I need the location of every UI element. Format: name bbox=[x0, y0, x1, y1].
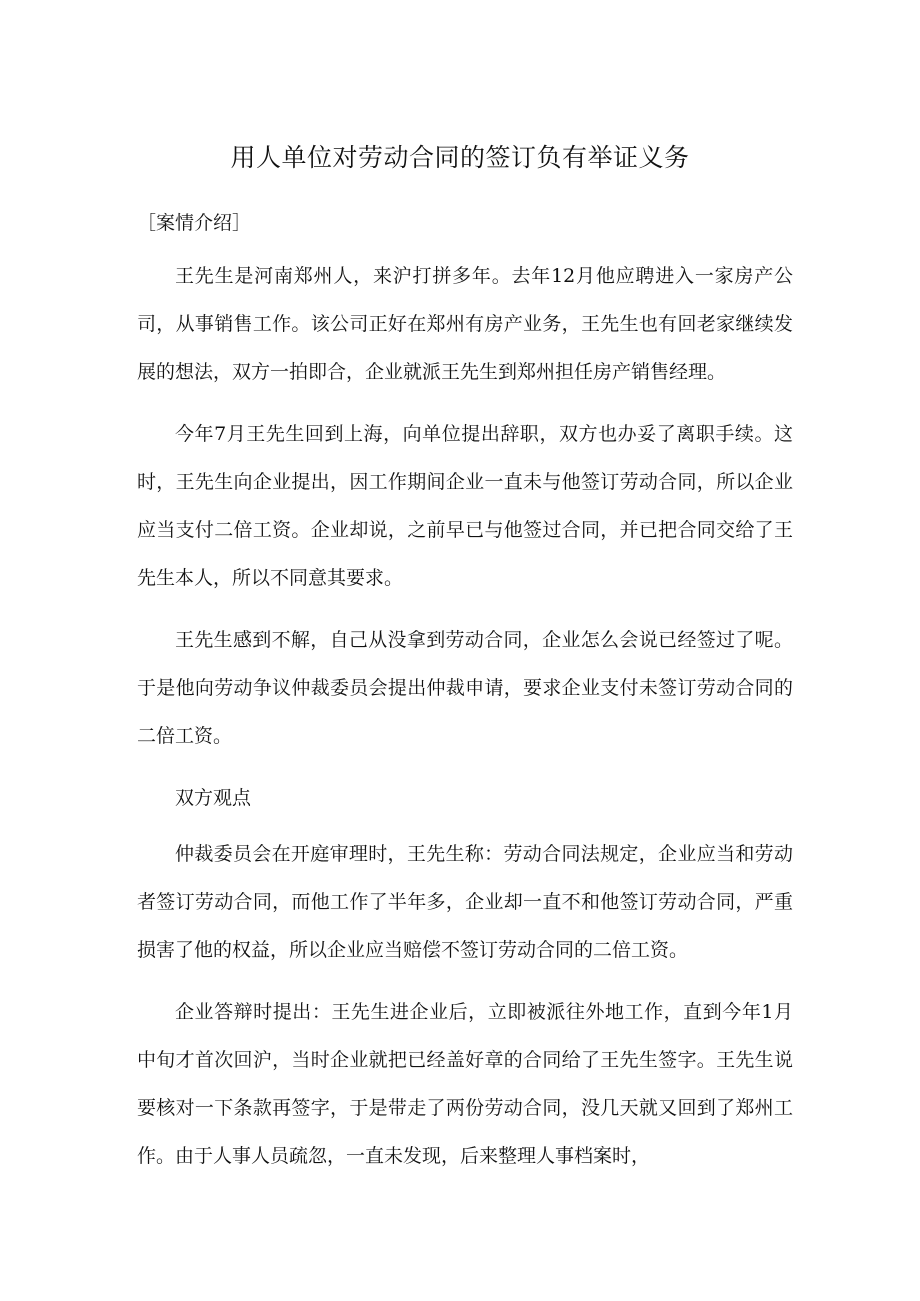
paragraph: 王先生是河南郑州人，来沪打拼多年。去年12月他应聘进入一家房产公司，从事销售工作。该公司正好在郑州有房产业务，王先生也有回老家继续发展的想法，双方一拍即合，企业就派王先生到郑州担任房产销售经理。 bbox=[137, 265, 793, 383]
paragraph: 王先生感到不解，自己从没拿到劳动合同，企业怎么会说已经签过了呢。于是他向劳动争议仲裁委员会提出仲裁申请，要求企业支付未签订劳动合同的二倍工资。 bbox=[137, 629, 793, 747]
document-body bbox=[137, 252, 793, 1194]
paragraph: 今年7月王先生回到上海，向单位提出辞职，双方也办妥了离职手续。这时，王先生向企业提出，因工作期间企业一直未与他签订劳动合同，所以企业应当支付二倍工资。企业却说，之前早已与他签过合同，并已把合同交给了王先生本人，所以不同意其要求。 bbox=[137, 423, 793, 589]
section-label: ［案情介绍］ bbox=[137, 212, 252, 234]
paragraph: 仲裁委员会在开庭审理时，王先生称：劳动合同法规定，企业应当和劳动者签订劳动合同，而他工作了半年多，企业却一直不和他签订劳动合同，严重损害了他的权益，所以企业应当赔偿不签订劳动合同的二倍工资。 bbox=[137, 843, 793, 961]
document-title: 用人单位对劳动合同的签订负有举证义务 bbox=[230, 143, 690, 172]
paragraph: 企业答辩时提出：王先生进企业后，立即被派往外地工作，直到今年1月中旬才首次回沪，当时企业就把已经盖好章的合同给了王先生签字。王先生说要核对一下条款再签字，于是带走了两份劳动合同，没几天就又回到了郑州工作。由于人事人员疏忽，一直未发现，后来整理人事档案时， bbox=[137, 1001, 793, 1167]
subheading: 双方观点 bbox=[175, 787, 252, 809]
